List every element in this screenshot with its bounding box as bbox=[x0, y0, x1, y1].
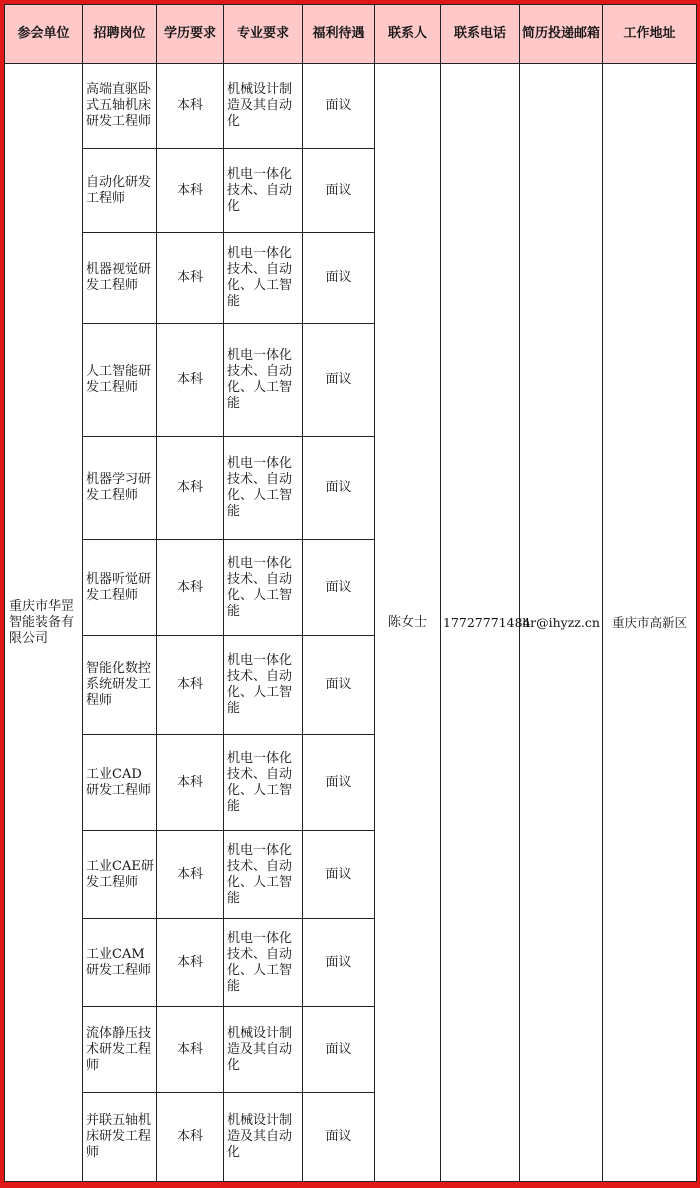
header-address: 工作地址 bbox=[603, 5, 697, 64]
job-title: 高端直驱卧式五轴机床研发工程师 bbox=[83, 64, 157, 149]
job-major: 机电一体化技术、自动化、人工智能 bbox=[224, 233, 303, 324]
job-major: 机械设计制造及其自动化 bbox=[224, 1007, 303, 1093]
header-benefits: 福利待遇 bbox=[303, 5, 375, 64]
job-major: 机电一体化技术、自动化、人工智能 bbox=[224, 735, 303, 831]
header-row bbox=[5, 5, 697, 64]
job-education: 本科 bbox=[157, 636, 224, 735]
job-major: 机电一体化技术、自动化、人工智能 bbox=[224, 324, 303, 437]
job-major: 机械设计制造及其自动化 bbox=[224, 64, 303, 149]
header-contact: 联系人 bbox=[375, 5, 441, 64]
job-benefit: 面议 bbox=[303, 831, 375, 919]
work-address: 重庆市高新区 bbox=[603, 64, 697, 1182]
job-education: 本科 bbox=[157, 1007, 224, 1093]
job-benefit: 面议 bbox=[303, 540, 375, 636]
job-title: 机器听觉研发工程师 bbox=[83, 540, 157, 636]
job-title: 工业CAE研发工程师 bbox=[83, 831, 157, 919]
job-benefit: 面议 bbox=[303, 437, 375, 540]
job-benefit: 面议 bbox=[303, 324, 375, 437]
company-cell: 重庆市华罡智能装备有限公司 bbox=[5, 64, 83, 1182]
header-education: 学历要求 bbox=[157, 5, 224, 64]
job-title: 人工智能研发工程师 bbox=[83, 324, 157, 437]
resume-email[interactable]: hr@ihyzz.cn bbox=[520, 64, 603, 1182]
header-company: 参会单位 bbox=[5, 5, 83, 64]
job-major: 机电一体化技术、自动化、人工智能 bbox=[224, 437, 303, 540]
job-benefit: 面议 bbox=[303, 64, 375, 149]
header-email: 简历投递邮箱 bbox=[520, 5, 603, 64]
job-benefit: 面议 bbox=[303, 636, 375, 735]
job-education: 本科 bbox=[157, 324, 224, 437]
job-benefit: 面议 bbox=[303, 735, 375, 831]
job-benefit: 面议 bbox=[303, 1007, 375, 1093]
header-position: 招聘岗位 bbox=[83, 5, 157, 64]
job-education: 本科 bbox=[157, 437, 224, 540]
job-major: 机电一体化技术、自动化 bbox=[224, 149, 303, 233]
job-title: 流体静压技术研发工程师 bbox=[83, 1007, 157, 1093]
job-title: 机器学习研发工程师 bbox=[83, 437, 157, 540]
job-education: 本科 bbox=[157, 919, 224, 1007]
bottom-border bbox=[0, 1182, 700, 1188]
job-benefit: 面议 bbox=[303, 919, 375, 1007]
job-education: 本科 bbox=[157, 831, 224, 919]
job-education: 本科 bbox=[157, 540, 224, 636]
job-education: 本科 bbox=[157, 735, 224, 831]
job-major: 机电一体化技术、自动化、人工智能 bbox=[224, 540, 303, 636]
contact-person: 陈女士 bbox=[375, 64, 441, 1182]
job-major: 机电一体化技术、自动化、人工智能 bbox=[224, 919, 303, 1007]
job-title: 智能化数控系统研发工程师 bbox=[83, 636, 157, 735]
job-education: 本科 bbox=[157, 233, 224, 324]
job-title: 工业CAM研发工程师 bbox=[83, 919, 157, 1007]
table-row bbox=[5, 64, 697, 149]
page-frame bbox=[4, 4, 696, 1182]
job-title: 自动化研发工程师 bbox=[83, 149, 157, 233]
header-major: 专业要求 bbox=[224, 5, 303, 64]
contact-phone: 17727771484 bbox=[441, 64, 520, 1182]
job-benefit: 面议 bbox=[303, 233, 375, 324]
job-major: 机电一体化技术、自动化、人工智能 bbox=[224, 831, 303, 919]
job-education: 本科 bbox=[157, 1093, 224, 1182]
job-education: 本科 bbox=[157, 149, 224, 233]
job-title: 工业CAD研发工程师 bbox=[83, 735, 157, 831]
job-education: 本科 bbox=[157, 64, 224, 149]
header-phone: 联系电话 bbox=[441, 5, 520, 64]
recruitment-table bbox=[4, 4, 697, 1182]
job-title: 并联五轴机床研发工程师 bbox=[83, 1093, 157, 1182]
job-benefit: 面议 bbox=[303, 149, 375, 233]
job-major: 机电一体化技术、自动化、人工智能 bbox=[224, 636, 303, 735]
job-major: 机械设计制造及其自动化 bbox=[224, 1093, 303, 1182]
job-benefit: 面议 bbox=[303, 1093, 375, 1182]
job-title: 机器视觉研发工程师 bbox=[83, 233, 157, 324]
